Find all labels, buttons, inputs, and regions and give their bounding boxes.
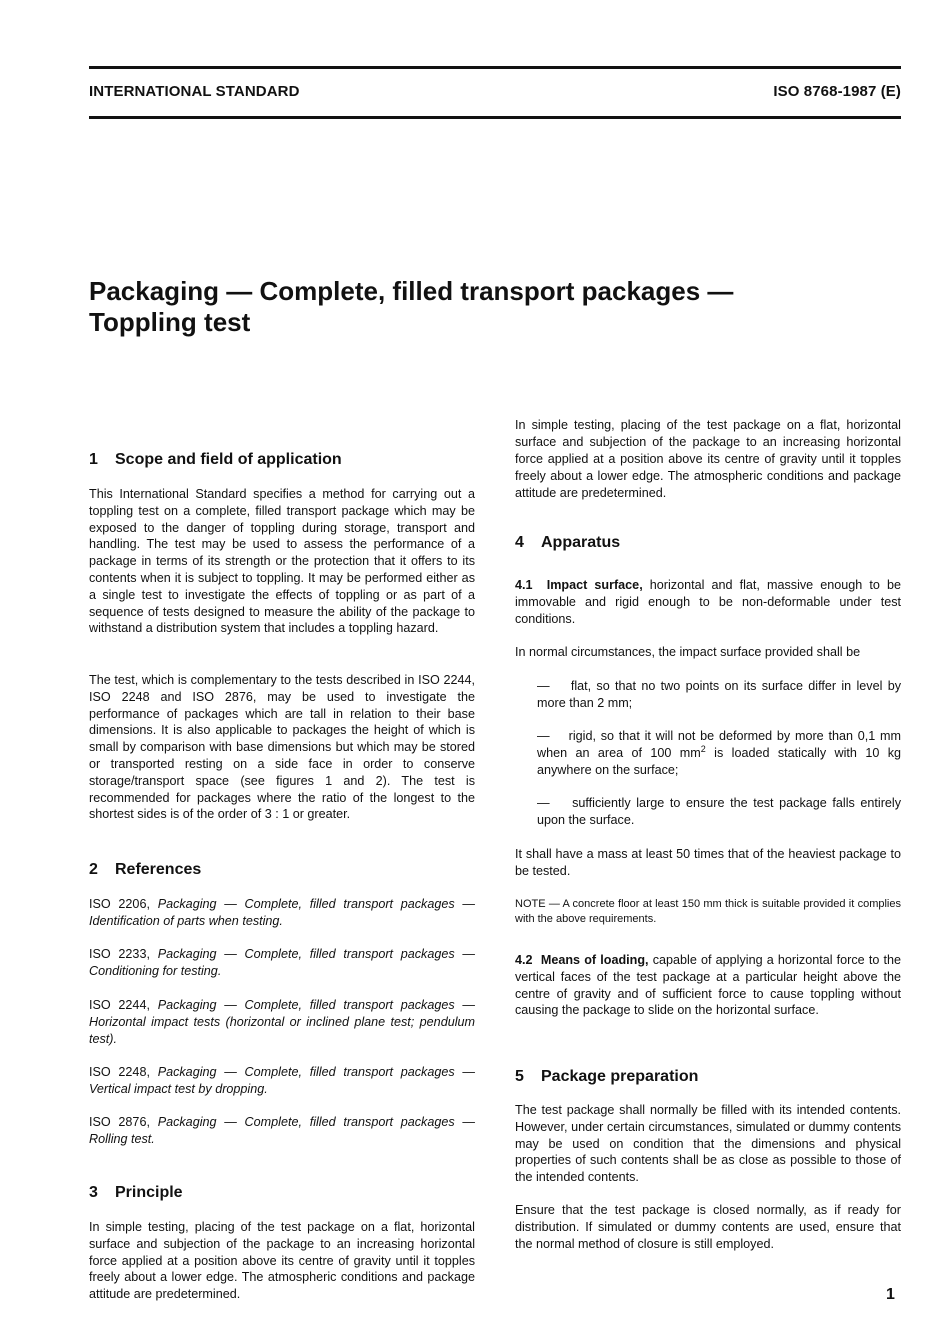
- reference-item: ISO 2244, Packaging — Complete, filled transport packages — Horizontal impact tests (horizontal or inclined plane test; pendulum test).: [89, 998, 475, 1046]
- document-type: INTERNATIONAL STANDARD: [89, 83, 300, 100]
- header-rule: [89, 116, 901, 119]
- reference-item: ISO 2876, Packaging — Complete, filled transport packages — Rolling test.: [89, 1115, 475, 1146]
- title-line: Packaging — Complete, filled transport packages —: [89, 276, 734, 306]
- paragraph: It shall have a mass at least 50 times that of the heaviest package to be tested.: [515, 847, 901, 878]
- section-3-heading: 3 Principle: [89, 1184, 183, 1201]
- section-3-paragraph-start: In simple testing, placing of the test package on a flat, horizontal surface and subjection of the package to an increasing horizontal force applied at a position above its centre of gravity until it topples freely about a lower edge. The atmospheric conditions and package attitude are predetermined.: [89, 1220, 475, 1302]
- section-3-paragraph-continued: [515, 418, 901, 502]
- reference-item: ISO 2206, Packaging — Complete, filled transport packages — Identification of parts when testing.: [89, 897, 475, 928]
- section-4-heading: 4 Apparatus: [515, 534, 621, 551]
- section-1-paragraph: This International Standard specifies a method for carrying out a toppling test on a complete, filled transport package which may be exposed to the danger of toppling during storage, transport and handling. The test may be used to assess the performance of a package in terms of its strength or the protection that it offers to its contents when it is subject to toppling. It may be performed either as a single test to investigate the effects of toppling or as part of a sequence of tests designed to measure the ability of the package to withstand a distribution system that includes a toppling hazard.: [89, 487, 475, 636]
- continued-text: In simple testing, placing of the test package on a flat, horizontal surface and subjection of the package to an increasing horizontal force applied at a position above its centre of gravity until it topples freely about a lower edge. The atmospheric conditions and package attitude are predetermined.: [515, 418, 901, 500]
- section-5-paragraph: The test package shall normally be filled with its intended contents. However, under certain circumstances, simulated or dummy contents may be used on condition that the dimensions and physical properties of such contents shall be as close as possible to those of the intended contents.: [515, 1103, 901, 1185]
- section-2-heading: 2 References: [89, 861, 202, 878]
- section-5-heading: 5 Package preparation: [515, 1068, 699, 1085]
- list-item: — sufficiently large to ensure the test package falls entirely upon the surface.: [537, 796, 902, 827]
- note: NOTE — A concrete floor at least 150 mm thick is suitable provided it complies with the above requirements.: [515, 898, 901, 925]
- section-1-heading: 1 Scope and field of application: [89, 451, 342, 468]
- standard-number: ISO 8768-1987 (E): [773, 83, 901, 100]
- reference-item: ISO 2233, Packaging — Complete, filled transport packages — Conditioning for testing.: [89, 947, 475, 978]
- list-item: — rigid, so that it will not be deformed by more than 0,1 mm when an area of 100 $mm^2$ is loaded statically with 10 kg anywhere on the surface;: [537, 729, 902, 777]
- clause-4-2: 4.2 Means of loading, capable of applying a horizontal force to the vertical faces of the test package at a particular height above the centre of gravity and of sufficient force to cause toppling without causing the package to slide on the horizontal surface.: [515, 953, 902, 1018]
- section-5-paragraph: Ensure that the test package is closed normally, as if ready for distribution. If simulated or dummy contents are used, ensure that the normal method of closure is still employed.: [515, 1203, 901, 1251]
- reference-item: ISO 2248, Packaging — Complete, filled transport packages — Vertical impact test by dropping.: [89, 1065, 475, 1096]
- page-title: [89, 276, 889, 338]
- list-item: — flat, so that no two points on its surface differ in level by more than 2 mm;: [537, 679, 901, 710]
- page-number: 1: [886, 1286, 895, 1303]
- top-rule: [89, 66, 901, 69]
- clause-4-1: 4.1 Impact surface, horizontal and flat, massive enough to be immovable and rigid enough to be non-deformable under test conditions.: [515, 578, 901, 626]
- section-1-paragraph: The test, which is complementary to the tests described in ISO 2244, ISO 2248 and ISO 2876, may be used to investigate the performance of packages which are tall in relation to their base dimensions. It is also applicable to packages the height of which is small by comparison with base dimensions but which may be stored or transported resting on a side face in order to conserve storage/transport space (see figures 1 and 2). The test is recommended for packages where the ratio of the longest to the shortest sides is of the order of 3 : 1 or greater.: [89, 673, 475, 822]
- paragraph: In normal circumstances, the impact surface provided shall be: [515, 645, 861, 659]
- title-line: Toppling test: [89, 307, 251, 337]
